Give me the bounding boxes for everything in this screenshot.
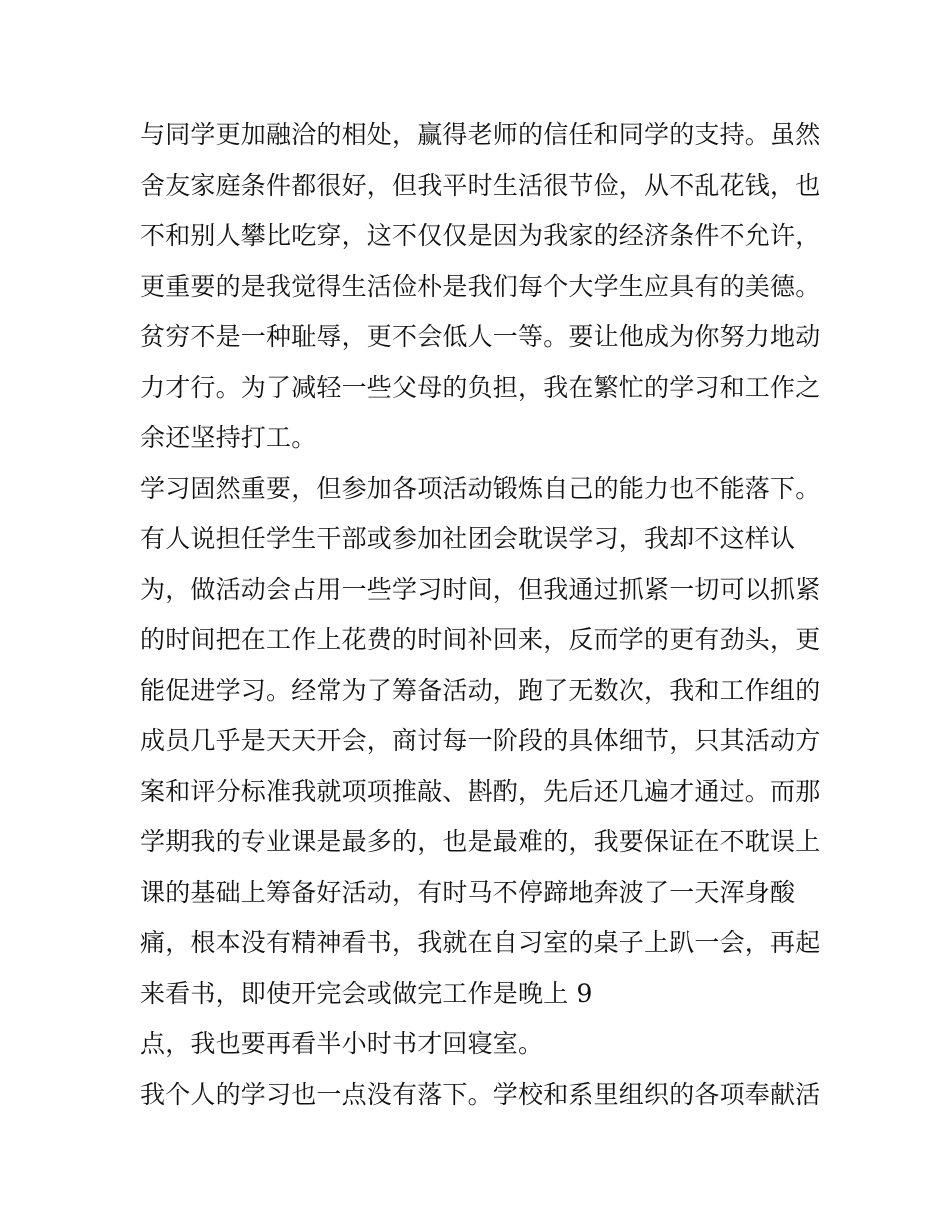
- text-line: 点，我也要再看半小时书才回寝室。: [140, 1029, 544, 1058]
- text-line: 痛，根本没有精神看书，我就在自习室的桌子上趴一会，再起: [140, 928, 821, 957]
- text-line: 有人说担任学生干部或参加社团会耽误学习，我却不这样认: [140, 524, 796, 553]
- text-line: 来看书，即使开完会或做完工作是晚上 9: [140, 978, 593, 1008]
- text-line: 为，做活动会占用一些学习时间，但我通过抓紧一切可以抓紧: [140, 574, 821, 604]
- text-line: 更重要的是我觉得生活俭朴是我们每个大学生应具有的美德。: [140, 271, 821, 301]
- text-line: 我个人的学习也一点没有落下。学校和系里组织的各项奉献活: [140, 1079, 821, 1109]
- text-line: 课的基础上筹备好活动，有时马不停蹄地奔波了一天浑身酸: [140, 877, 796, 907]
- text-line: 成员几乎是天天开会，商讨每一阶段的具体细节，只其活动方: [140, 726, 821, 755]
- text-line: 能促进学习。经常为了筹备活动，跑了无数次，我和工作组的: [140, 675, 821, 705]
- text-line: 余还坚持打工。: [140, 423, 317, 452]
- text-line: 案和评分标准我就项项推敲、斟酌，先后还几遍才通过。而那: [140, 776, 821, 806]
- text-line: 学期我的专业课是最多的，也是最难的，我要保证在不耽误上: [140, 827, 821, 856]
- text-line: 舍友家庭条件都很好，但我平时生活很节俭，从不乱花钱，也: [140, 170, 821, 200]
- text-line: 学习固然重要，但参加各项活动锻炼自己的能力也不能落下。: [140, 473, 821, 503]
- text-line: 与同学更加融洽的相处，赢得老师的信任和同学的支持。虽然: [140, 120, 821, 149]
- text-line: 的时间把在工作上花费的时间补回来，反而学的更有劲头，更: [140, 625, 821, 654]
- text-line: 不和别人攀比吃穿，这不仅仅是因为我家的经济条件不允许，: [140, 221, 821, 250]
- body-text: [140, 110, 820, 1120]
- text-line: 力才行。为了减轻一些父母的负担，我在繁忙的学习和工作之: [140, 372, 821, 402]
- text-line: 贫穷不是一种耻辱，更不会低人一等。要让他成为你努力地动: [140, 322, 821, 351]
